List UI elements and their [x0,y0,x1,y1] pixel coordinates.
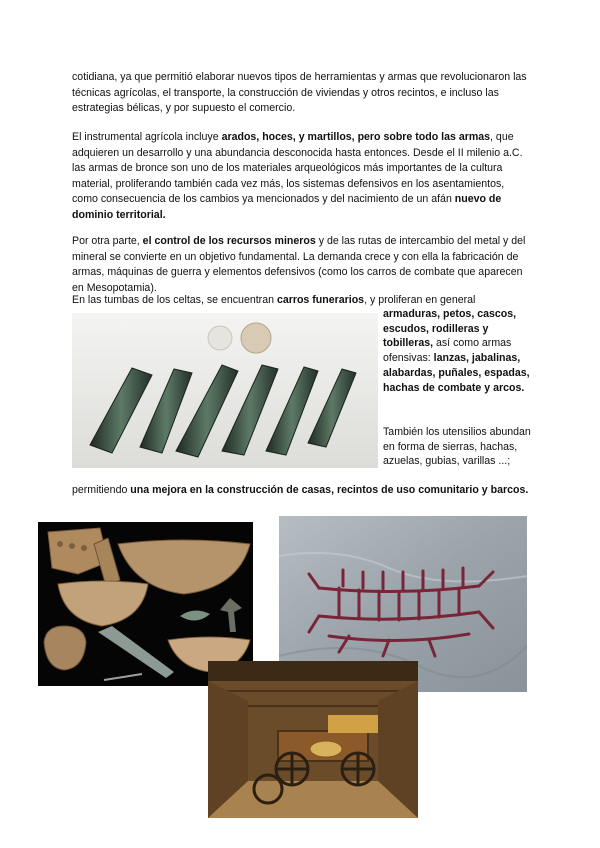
text-run: , que adquieren un desarrollo y una abundancia desconocida hasta entonces. Desde el II milenio a.C. las armas de bronce son uno de los materiales arqueológicos más importantes de la cultura material, proliferando también cada vez más, los sistemas defensivos en los asentamientos, como consecuencia de los cambios ya mencionados y del nacimiento de un afán [72,131,523,206]
chariot-tomb-illustration [208,661,418,818]
funerary-chariot-tomb-photo [208,661,418,818]
paragraph-agricultural-tools [72,130,532,224]
bold-run: el control de los recursos mineros [142,235,316,247]
paragraph-construction [72,483,532,499]
bronze-axes-illustration [72,313,378,468]
bold-run: lanzas, jabalinas, alabardas, puñales, espadas, hachas de combate y arcos. [383,352,530,394]
text-run: Por otra parte, [72,235,143,247]
bold-run: nuevo de dominio territorial. [72,193,502,221]
text-run: El instrumental agrícola incluye [72,131,222,143]
bronze-axes-photo [72,313,378,468]
paragraph-intro [72,70,532,117]
paragraph-mining-resources [72,234,532,296]
text-run: También los utensilios abundan en forma de sierras, hachas, azuelas, gubias, varillas ...; [383,426,531,468]
text-run: y de las rutas de intercambio del metal y del mineral se convierte en un objetivo fundamental. La demanda crece y con ella la fabricación de armas, máquinas de guerra y elementos defensivos (como los carros de combate que aparecen en Mesopotamia). [72,235,526,294]
bold-run: carros funerarios [276,294,365,306]
sidebar-weapons-text [383,307,531,395]
text-run: En las tumbas de los celtas, se encuentran [72,294,277,306]
paragraph-intro-text: cotidiana, ya que permitió elaborar nuevos tipos de herramientas y armas que revolucionaron las técnicas agrícolas, el transporte, la construcción de viviendas y otros recintos, e incluso las estrategias bélicas, y por supuesto el comercio. [72,71,527,115]
bold-run: una mejora en la construcción de casas, recintos de uso comunitario y barcos. [130,484,529,496]
sidebar-tools-text [383,425,531,469]
text-run: permitiendo [72,484,131,496]
bold-run: arados, hoces, y martillos, pero sobre todo las armas [221,131,491,143]
text-run: así como armas ofensivas: [383,337,512,365]
text-run: , y proliferan en general [364,294,476,306]
bold-run: armaduras, petos, cascos, escudos, rodilleras y tobilleras, [383,308,517,350]
